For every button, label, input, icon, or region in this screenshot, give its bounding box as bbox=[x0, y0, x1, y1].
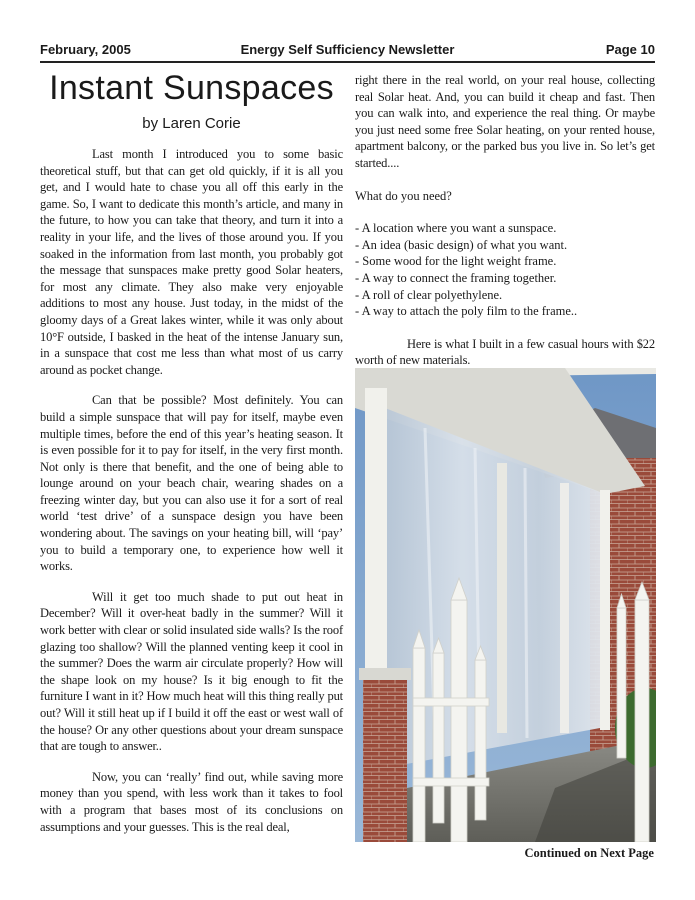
body-paragraph: Now, you can ‘really’ find out, while saving more money than you spend, with less work than it takes to fool with a program that bases most of its conclusions on assumptions and your guesses. This is the real deal, bbox=[40, 769, 343, 834]
body-paragraph: Here is what I built in a few casual hours with $22 worth of new materials. bbox=[355, 336, 655, 368]
issue-date: February, 2005 bbox=[40, 42, 131, 57]
left-column bbox=[40, 66, 343, 835]
page-number: Page 10 bbox=[605, 42, 655, 57]
article-title: Instant Sunspaces bbox=[49, 69, 334, 107]
list-item: - A roll of clear polyethylene. bbox=[355, 287, 503, 302]
newsletter-title: Energy Self Sufficiency Newsletter bbox=[240, 42, 455, 57]
body-paragraph: right there in the real world, on your real house, collecting real Solar heat. And, you can build it cheap and fast. Then you can walk into, and experience the real thing. Or maybe you just need some free Solar heating, on your rented house, apartment balcony, or the parked bus you live in. So let’s get started.... bbox=[355, 73, 655, 170]
sunspace-photo bbox=[355, 368, 656, 842]
right-column bbox=[355, 72, 655, 369]
body-paragraph: Will it get too much shade to put out heat in December? Will it over-heat badly in the summer? Will it work better with clear or solid insulated side walls? Is the roof glazing too shallow? Will the planned venting keep it cool in the summer? Does the warm air circulate properly? How will the shape look on my house? Is it big enough to fit the furniture I want in it? How much heat will this thing really put out? Will it still heat up if I build it off the east or west wall of the house? Or any other questions about your dream sunspace that are tough to answer.. bbox=[40, 589, 343, 754]
list-item: - An idea (basic design) of what you want. bbox=[355, 237, 568, 252]
body-paragraph: Can that be possible? Most definitely. You can build a simple sunspace that will pay for itself, maybe even multiple times, before the end of this year’s heating season. It is even possible for it to pay for itself, in the very first month. Not only is there that benefit, and the one of being able to lounge around on your beach chair, wearing shades on a freezing winter day, but you can also use it for a sort of real world ‘test drive’ of a sunspace design you have been wondering about. The savings on your heating bill, will ‘pay’ you to build a temporary one, to experience how well it works. bbox=[40, 393, 343, 574]
list-item: - A way to attach the poly film to the frame.. bbox=[355, 304, 578, 319]
list-item: - A way to connect the framing together. bbox=[355, 270, 557, 285]
header-rule bbox=[40, 61, 655, 63]
body-paragraph: Last month I introduced you to some basic theoretical stuff, but that can get old quickly, if it is all you get, and I would hate to chase you all off this early in the game. So, I want to dedicate this month’s article, and many in the future, to how you can take that theory, and turn it into a reality in your life, and the lives of those around you. If you soaked in the information from last month, you probably got the message that sunspaces make pretty good Solar heaters, for most any climate. They also make very enjoyable additions to most any house. Just today, in the midst of the gloomy days of a Great lakes winter, while it was only about 10°F outside, I basked in the heat of the intense January sun, in a sunspace that cost me less than what most of us carry around as pocket change. bbox=[40, 147, 343, 377]
sunspace-photo-illustration bbox=[355, 368, 656, 842]
page-header bbox=[40, 42, 655, 60]
list-item: - Some wood for the light weight frame. bbox=[355, 254, 557, 269]
continued-note: Continued on Next Page bbox=[524, 846, 654, 860]
section-question: What do you need? bbox=[355, 188, 452, 203]
article-byline: by Laren Corie bbox=[142, 115, 241, 132]
list-item: - A location where you want a sunspace. bbox=[355, 221, 557, 236]
materials-list bbox=[355, 220, 655, 320]
